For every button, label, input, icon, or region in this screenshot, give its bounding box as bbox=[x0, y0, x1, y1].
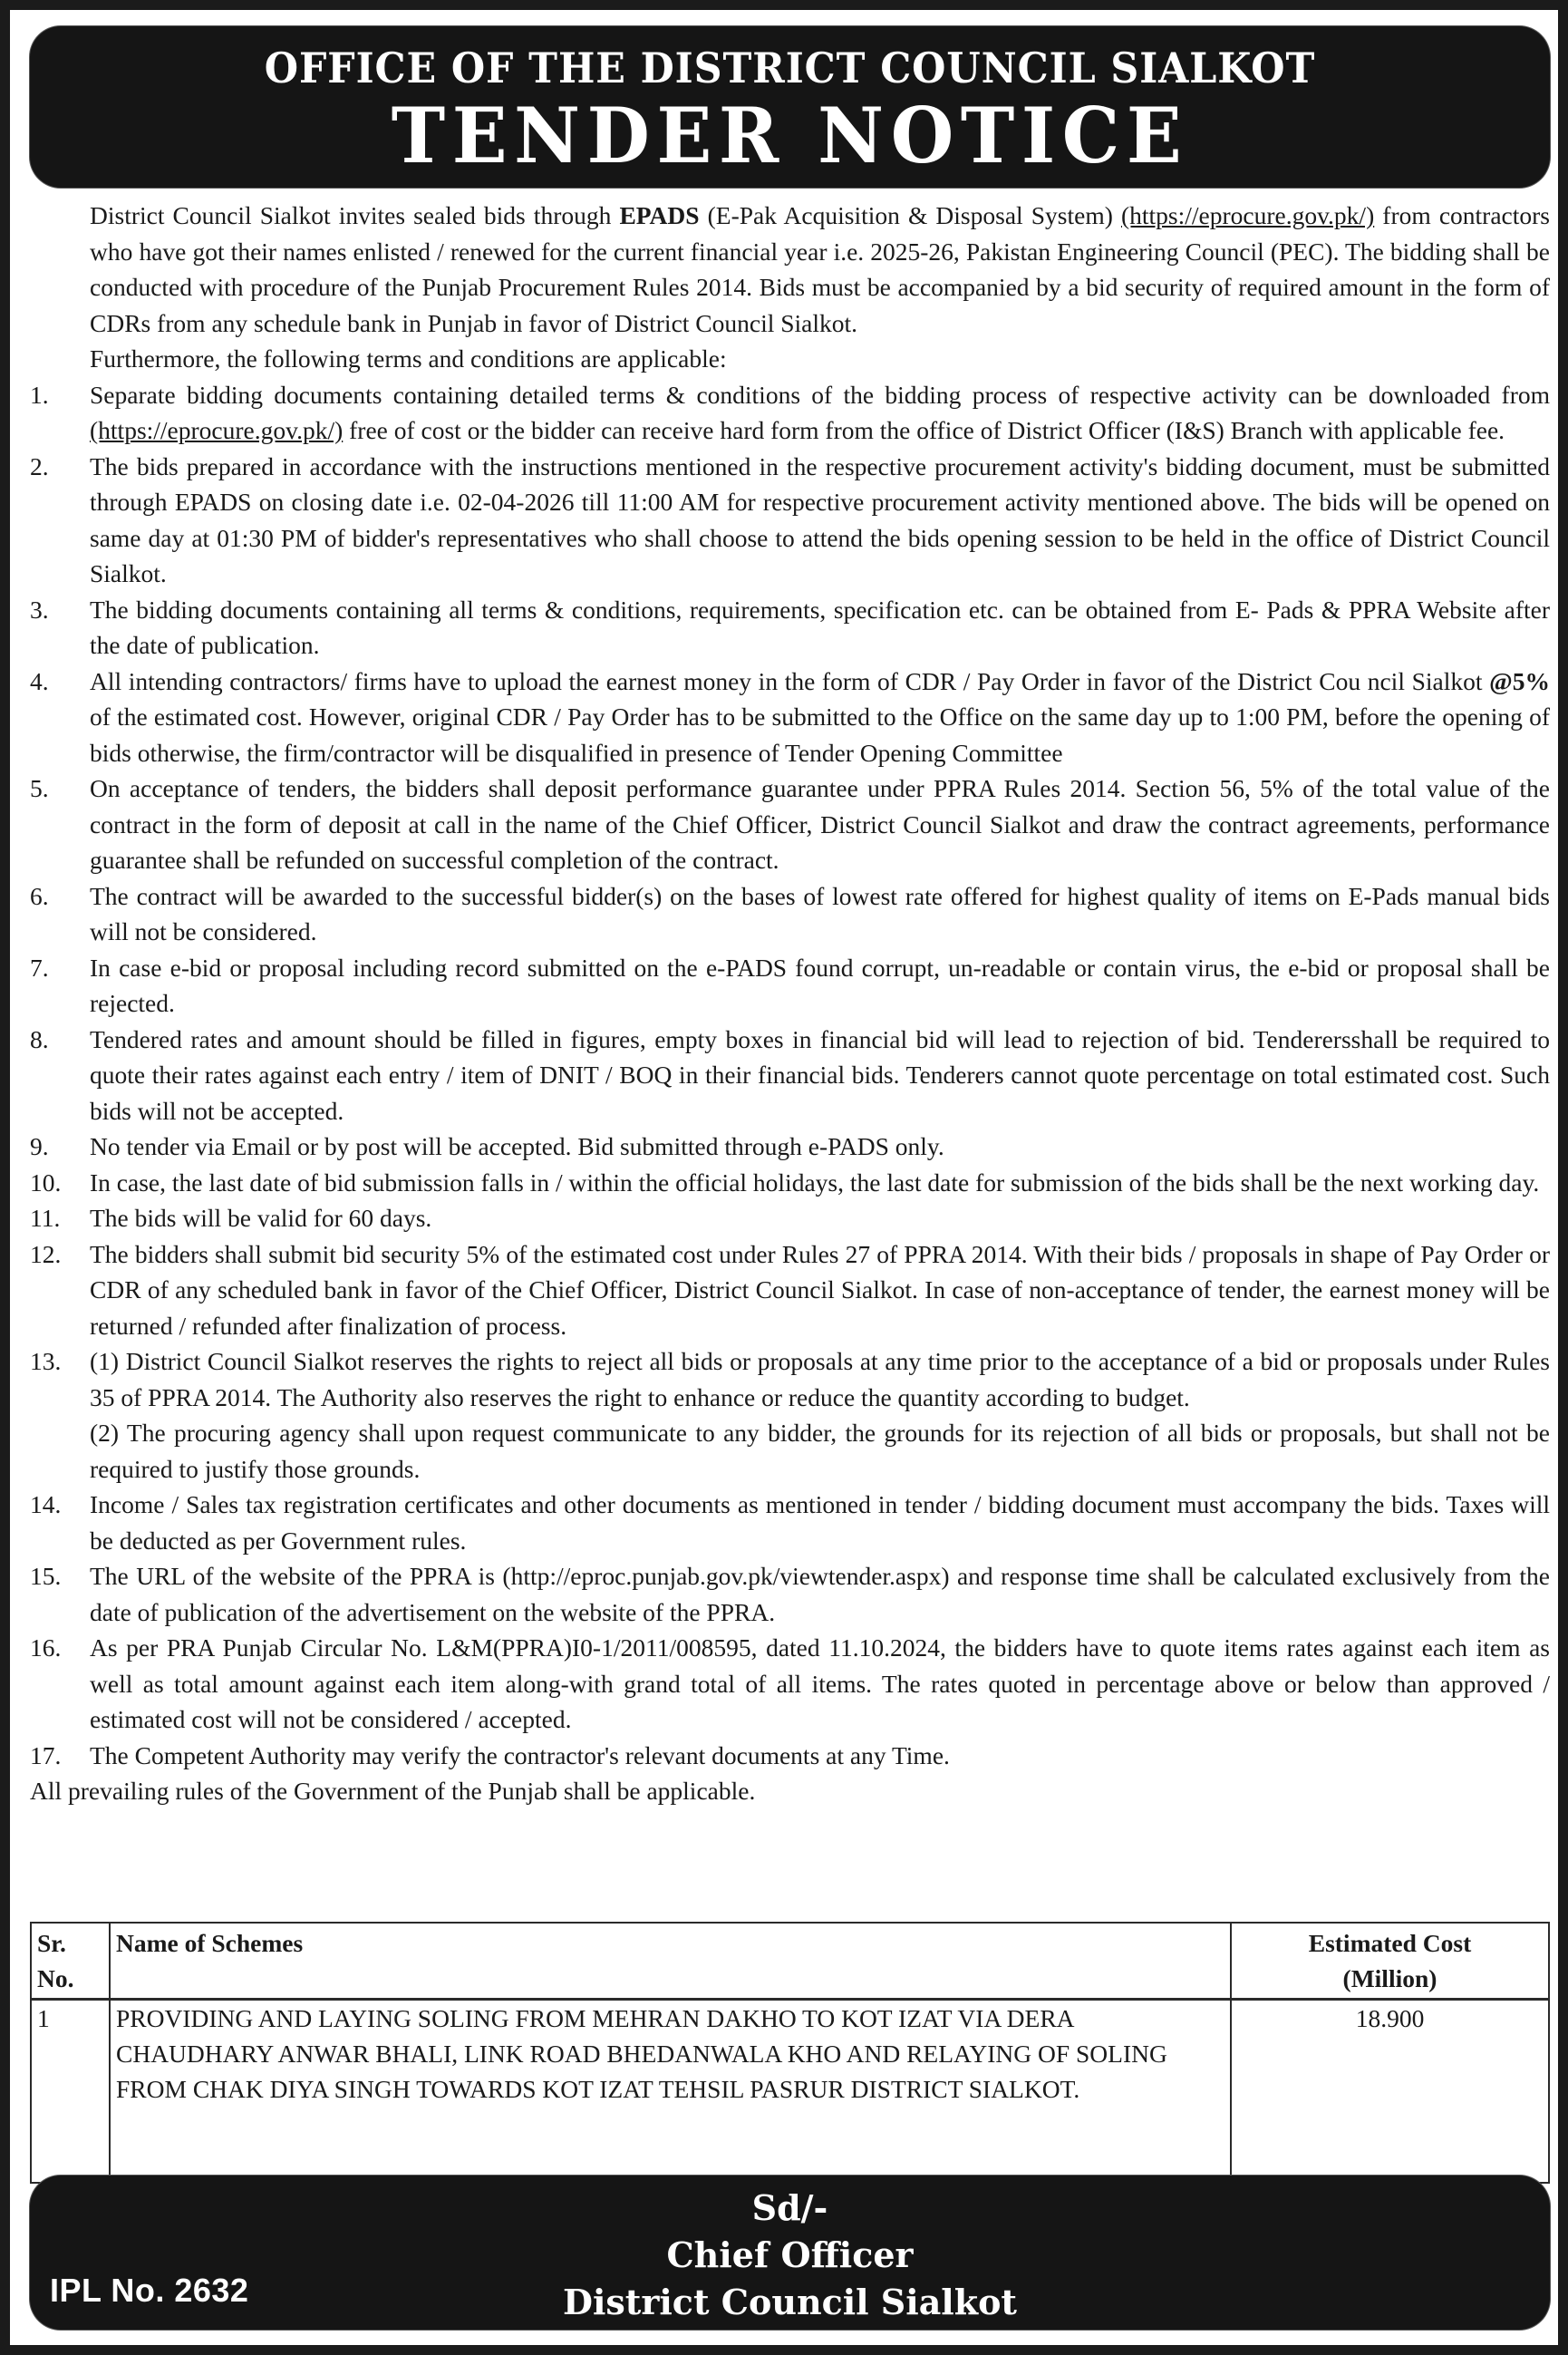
intro-text-part2: (E-Pak Acquisition & Disposal System) bbox=[699, 201, 1121, 229]
term-item bbox=[30, 950, 1550, 1022]
eprocure-link[interactable]: (https://eprocure.gov.pk/) bbox=[1120, 201, 1375, 229]
signature-banner bbox=[30, 2176, 1550, 2330]
header-sr-no bbox=[31, 1923, 110, 2000]
term-text: The bids prepared in accordance with the instructions mentioned in the respective procurement activity's bidding document, must be submitted through EPADS on closing date i.e. 02-04-2026 till 11:00 AM for respective procurement activity mentioned above. The bids will be opened on same day at 01:30 PM of bidder's representatives who shall choose to attend the bids opening session to be held in the office of District Council Sialkot. bbox=[90, 451, 1550, 587]
signature-block bbox=[30, 2185, 1550, 2326]
signatory-designation: Chief Officer bbox=[666, 2234, 914, 2275]
header-sr-line1: Sr. bbox=[37, 1929, 66, 1957]
term-number: 11. bbox=[30, 1204, 61, 1232]
term-item bbox=[30, 377, 1550, 449]
term-item bbox=[30, 1236, 1550, 1344]
term-item bbox=[30, 1129, 1550, 1165]
term-text-post: of the estimated cost. However, original CDR / Pay Order has to be submitted to the Office on the same day up to 1:00 PM, before the opening of bids otherwise, the firm/contractor will be disqualified in presence of Tender Opening Committee bbox=[90, 703, 1550, 767]
term-text: (1) District Council Sialkot reserves the rights to reject all bids or proposals at any time prior to the acceptance of a bid or proposals under Rules 35 of PPRA 2014. The Authority also reserves the right to enhance or reduce the quantity according to budget. bbox=[90, 1347, 1550, 1411]
term-subitem: (2) The procuring agency shall upon request communicate to any bidder, the grounds for its rejection of all bids or proposals, but shall not be required to justify those grounds. bbox=[90, 1419, 1550, 1483]
term-item bbox=[30, 1487, 1550, 1558]
cell-scheme-name: PROVIDING AND LAYING SOLING FROM MEHRAN DAKHO TO KOT IZAT VIA DERA CHAUDHARY ANWAR BHALI, LINK ROAD BHEDANWALA KHO AND RELAYING OF SOLING FROM CHAK DIYA SINGH TOWARDS KOT IZAT TEHSIL PASRUR DISTRICT SIALKOT. bbox=[110, 2000, 1231, 2184]
header-sr-line2: No. bbox=[37, 1964, 74, 1992]
term-text: Income / Sales tax registration certificates and other documents as mentioned in tender / bidding document must accompany the bids. Taxes will be deducted as per Government rules. bbox=[90, 1490, 1550, 1555]
table-row bbox=[31, 2000, 1549, 2184]
term-text: Tendered rates and amount should be filled in figures, empty boxes in financial bid will lead to rejection of bid. Tenderersshall be required to quote their rates against each entry / item of DNIT / BOQ in their financial bids. Tenderers cannot quote percentage on total estimated cost. Such bids will not be accepted. bbox=[90, 1024, 1550, 1125]
tender-notice-title: TENDER NOTICE bbox=[391, 91, 1189, 180]
intro-text-part1: District Council Sialkot invites sealed bids through bbox=[90, 201, 620, 229]
term-item bbox=[30, 770, 1550, 878]
term-item bbox=[30, 449, 1550, 592]
term-item bbox=[30, 592, 1550, 664]
term-text: In case e-bid or proposal including record submitted on the e-PADS found corrupt, un-readable or contain virus, the e-bid or proposal shall be rejected. bbox=[90, 953, 1550, 1017]
header-banner bbox=[30, 26, 1550, 188]
notice-body bbox=[30, 198, 1550, 1809]
term-text: The URL of the website of the PPRA is (http://eproc.punjab.gov.pk/viewtender.aspx) and response time shall be calculated exclusively from the date of publication of the advertisement on the website of the PPRA. bbox=[90, 1562, 1550, 1626]
term-number: 3. bbox=[30, 595, 49, 624]
term-item bbox=[30, 1558, 1550, 1630]
term-text-post: free of cost or the bidder can receive hard form from the office of District Officer (I&S) Branch with applicable fee. bbox=[343, 416, 1505, 444]
schemes-table bbox=[30, 1922, 1550, 2184]
ipl-number: IPL No. 2632 bbox=[50, 2272, 249, 2309]
term-item bbox=[30, 1200, 1550, 1236]
signature-sd: Sd/- bbox=[751, 2187, 828, 2228]
term-text bbox=[90, 377, 1550, 449]
term-number: 4. bbox=[30, 666, 49, 695]
term-item bbox=[30, 1738, 1550, 1774]
table-header-row bbox=[31, 1923, 1549, 2000]
closing-statement: All prevailing rules of the Government of the Punjab shall be applicable. bbox=[30, 1777, 756, 1805]
term-item bbox=[30, 664, 1550, 771]
office-title: OFFICE OF THE DISTRICT COUNCIL SIALKOT bbox=[264, 44, 1316, 92]
term-item bbox=[30, 878, 1550, 950]
term-number: 16. bbox=[30, 1633, 62, 1662]
term-number: 15. bbox=[30, 1562, 62, 1590]
intro-text bbox=[90, 198, 1550, 341]
term-number: 12. bbox=[30, 1239, 62, 1268]
header-cost-line1: Estimated Cost bbox=[1308, 1929, 1472, 1957]
term-number: 2. bbox=[30, 451, 49, 480]
term-number: 13. bbox=[30, 1347, 62, 1375]
term-text: The bidding documents containing all terms & conditions, requirements, specification etc. can be obtained from E- Pads & PPRA Website after the date of publication. bbox=[90, 595, 1550, 659]
term-number: 7. bbox=[30, 953, 49, 982]
furthermore-text: Furthermore, the following terms and conditions are applicable: bbox=[90, 344, 727, 373]
term-number: 6. bbox=[30, 881, 49, 910]
term-item bbox=[30, 1343, 1550, 1487]
term-number: 17. bbox=[30, 1740, 62, 1769]
term-item bbox=[30, 1165, 1550, 1201]
earnest-percent: @5% bbox=[1489, 666, 1550, 695]
intro-paragraph bbox=[30, 198, 1550, 377]
term-text-pre: Separate bidding documents containing detailed terms & conditions of the bidding process of respective activity can be downloaded from bbox=[90, 380, 1550, 409]
schemes-table-wrapper bbox=[30, 1922, 1550, 2184]
header-estimated-cost bbox=[1231, 1923, 1549, 2000]
signatory-office: District Council Sialkot bbox=[563, 2282, 1017, 2322]
cell-sr-no: 1 bbox=[31, 2000, 110, 2184]
cell-estimated-cost: 18.900 bbox=[1231, 2000, 1549, 2184]
term-text: In case, the last date of bid submission falls in / within the official holidays, the last date for submission of the bids shall be the next working day. bbox=[90, 1168, 1540, 1197]
header-scheme-name: Name of Schemes bbox=[110, 1923, 1231, 2000]
term-text: The bidders shall submit bid security 5% of the estimated cost under Rules 27 of PPRA 2014. With their bids / proposals in shape of Pay Order or CDR of any scheduled bank in favor of the Chief Officer, District Council Sialkot. In case of non-acceptance of tender, the earnest money will be returned / refunded after finalization of process. bbox=[90, 1239, 1550, 1340]
term-item bbox=[30, 1630, 1550, 1738]
term-text: On acceptance of tenders, the bidders shall deposit performance guarantee under PPRA Rules 2014. Section 56, 5% of the total value of the contract in the form of deposit at call in the name of the Chief Officer, District Council Sialkot and draw the contract agreements, performance guarantee shall be refunded on successful completion of the contract. bbox=[90, 774, 1550, 874]
term-text: The contract will be awarded to the successful bidder(s) on the bases of lowest rate offered for highest quality of items on E-Pads manual bids will not be considered. bbox=[90, 881, 1550, 945]
intro-text-part3: from contractors who have got their names enlisted / renewed for the current financial year i.e. 2025-26, Pakistan Engineering Council (PEC). The bidding shall be conducted with procedure of the Punjab Procurement Rules 2014. Bids must be accompanied by a bid security of required amount in the form of CDRs from any schedule bank in Punjab in favor of District Council Sialkot. bbox=[90, 201, 1551, 337]
term-number: 5. bbox=[30, 774, 49, 802]
term-text bbox=[90, 664, 1550, 771]
term-number: 9. bbox=[30, 1132, 49, 1160]
term-item bbox=[30, 1022, 1550, 1129]
header-cost-line2: (Million) bbox=[1342, 1964, 1437, 1992]
eprocure-link[interactable]: (https://eprocure.gov.pk/) bbox=[90, 416, 344, 444]
term-number: 10. bbox=[30, 1168, 62, 1197]
term-text: As per PRA Punjab Circular No. L&M(PPRA)I0-1/2011/008595, dated 11.10.2024, the bidders have to quote items rates against each item as well as total amount against each item along-with grand total of all items. The rates quoted in percentage above or below than approved / estimated cost will not be considered / accepted. bbox=[90, 1633, 1550, 1733]
term-text: No tender via Email or by post will be accepted. Bid submitted through e-PADS only. bbox=[90, 1132, 944, 1160]
term-number: 14. bbox=[30, 1490, 62, 1518]
term-text: The bids will be valid for 60 days. bbox=[90, 1204, 432, 1232]
term-number: 8. bbox=[30, 1024, 49, 1053]
term-text-pre: All intending contractors/ firms have to upload the earnest money in the form of CDR / Pay Order in favor of the District Cou ncil Sialkot bbox=[90, 666, 1490, 695]
term-text: The Competent Authority may verify the contractor's relevant documents at any Time. bbox=[90, 1740, 950, 1769]
term-number: 1. bbox=[30, 380, 49, 409]
epads-label: EPADS bbox=[619, 201, 700, 229]
